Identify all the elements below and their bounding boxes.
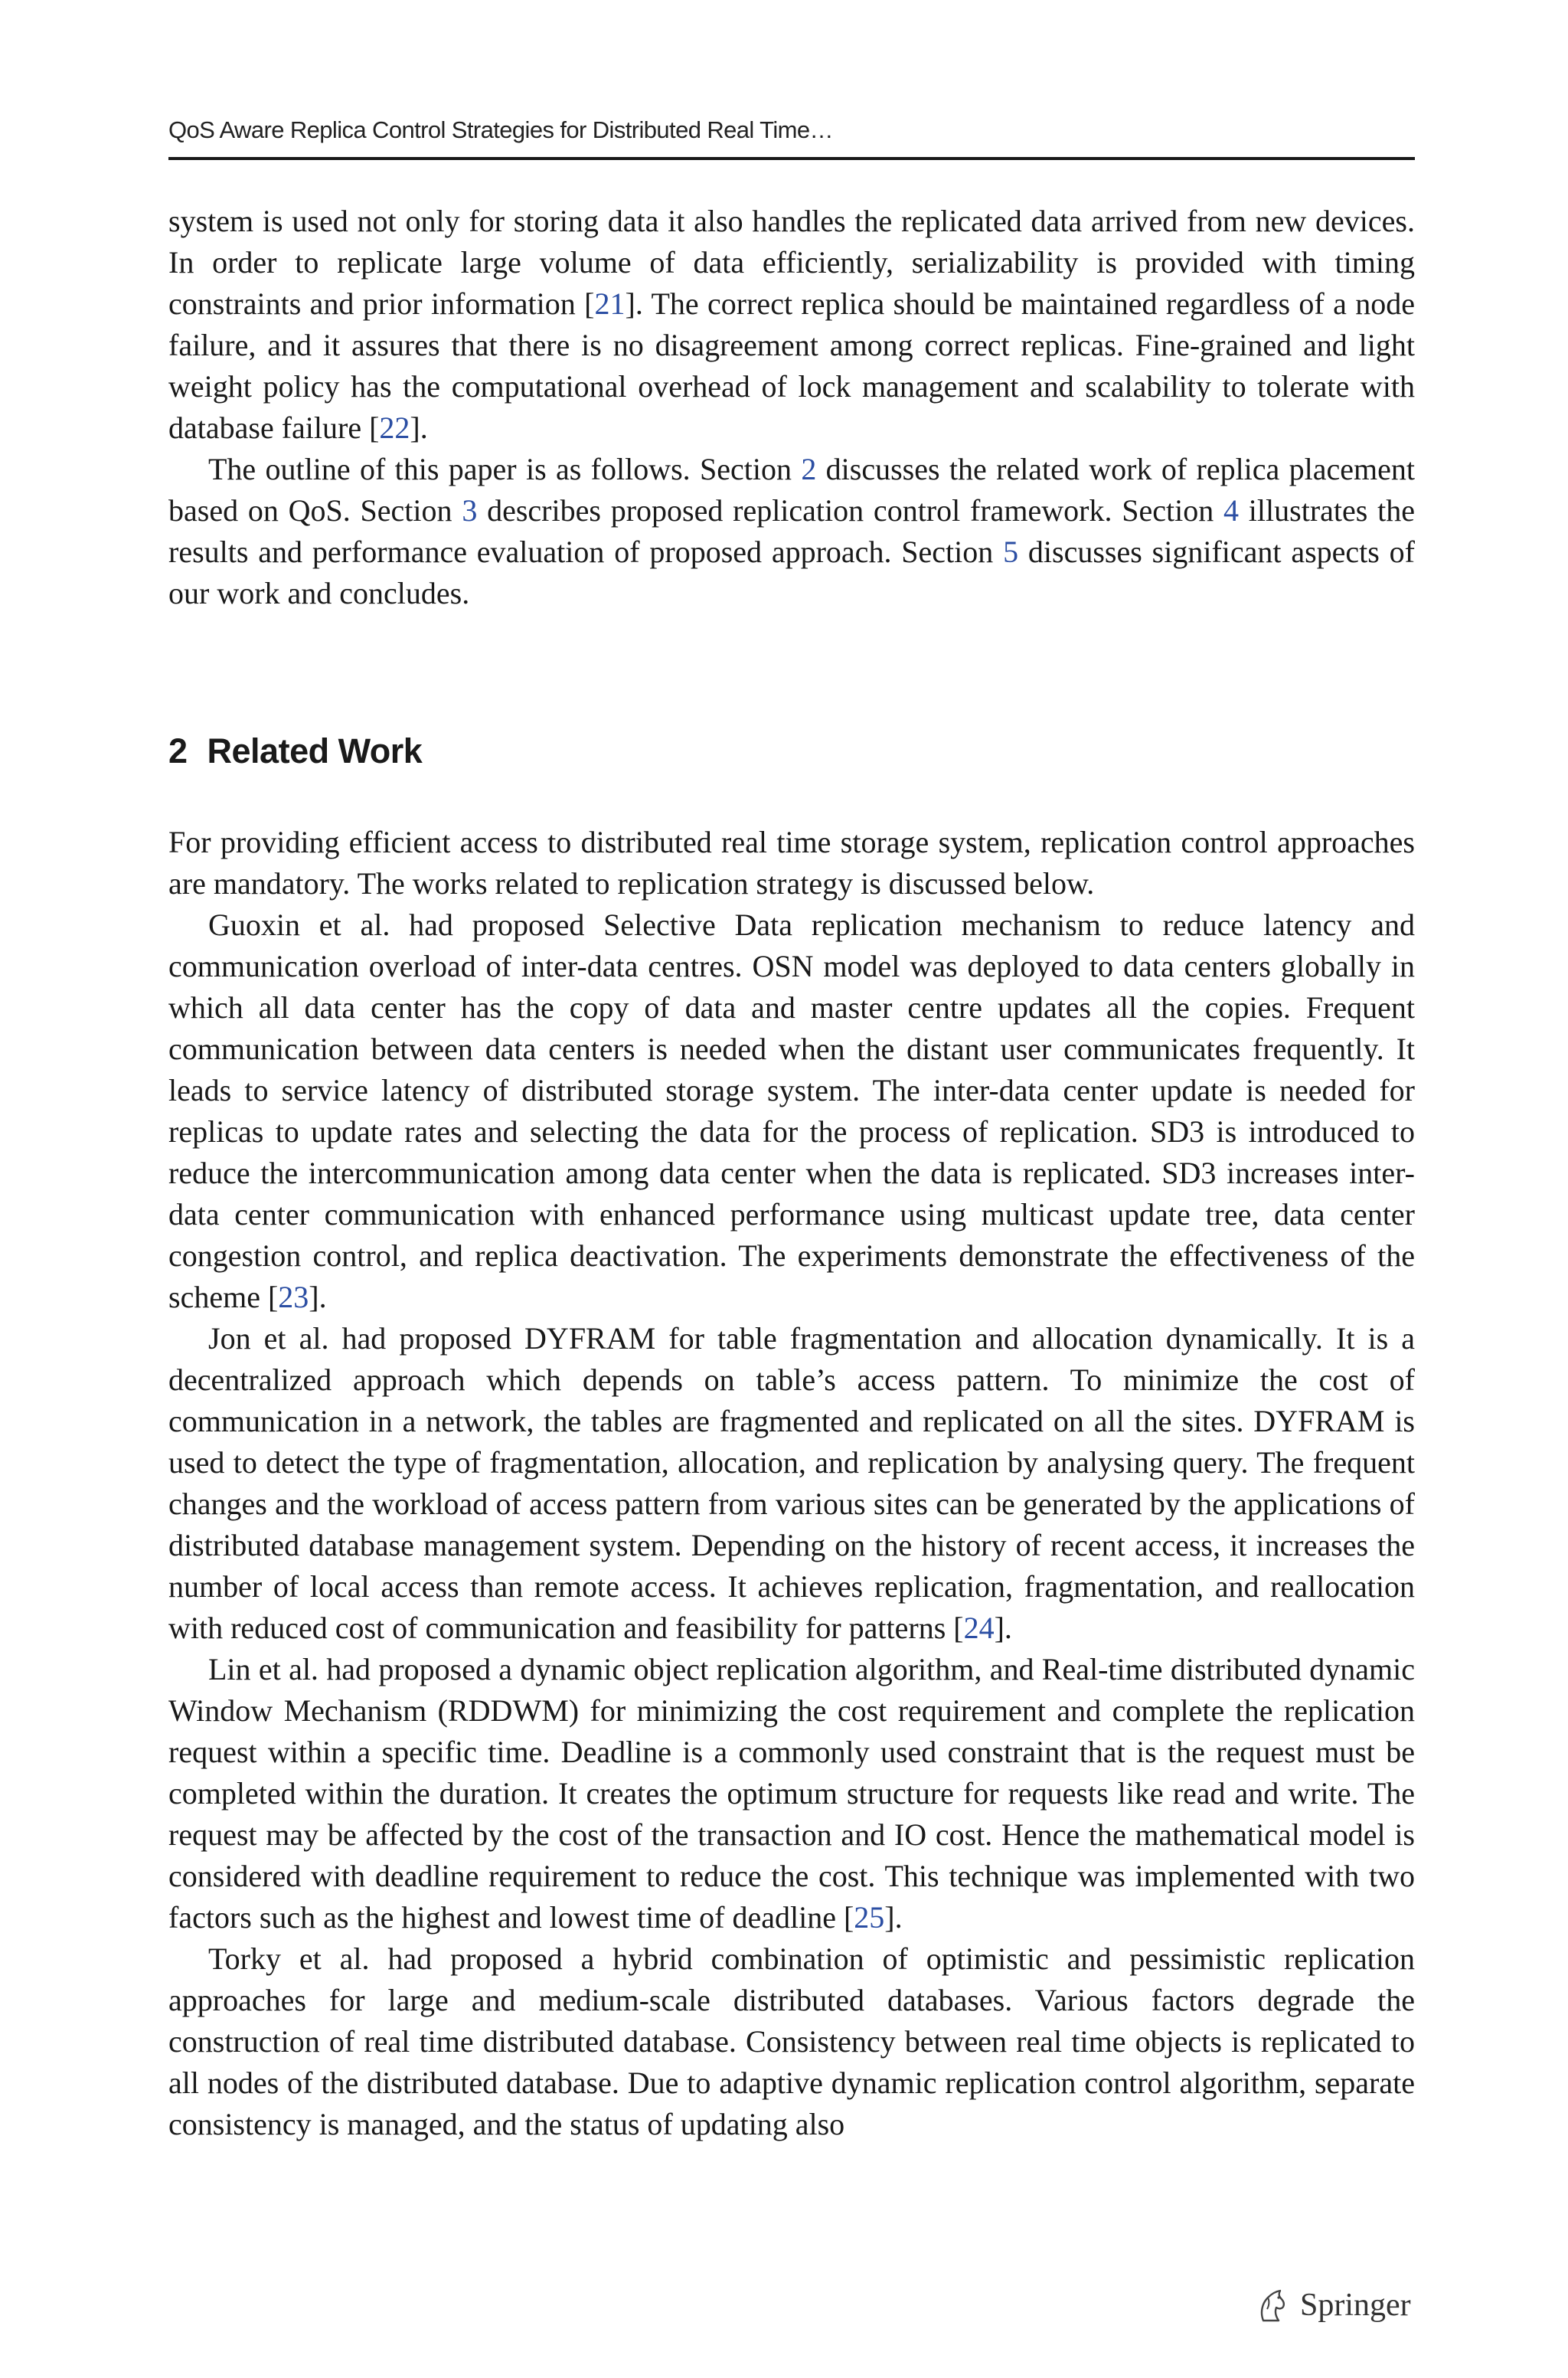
intro-paragraph-1: system is used not only for storing data it also handles the replicated data arrived from new devices. In order to replicate large volume of data efficiently, serializability is provided with timing constraints and prior information [21]. The correct replica should be maintained regardless of a node failure, and it assures that there is no disagreement among correct replicas. Fine-grained and light weight policy has the computational overhead of lock management and scalability to tolerate with database failure [22]. [168, 204, 1416, 445]
citation-link[interactable]: 21 [594, 286, 626, 321]
citation-link[interactable]: 22 [379, 411, 410, 445]
running-header: QoS Aware Replica Control Strategies for Distributed Real Time… [168, 116, 833, 143]
related-work-paragraph-3: Jon et al. had proposed DYFRAM for table fragmentation and allocation dynamically. It is a decentralized approach which depends on table’s access pattern. To minimize the cost of communication in a network, the tables are fragmented and replicated on all the sites. DYFRAM is used to detect the type of fragmentation, allocation, and replication by analysing query. The frequent changes and the workload of access pattern from various sites can be generated by the applications of distributed database management system. Depending on the history of recent access, it increases the number of local access than remote access. It achieves replication, fragmentation, and reallocation with reduced cost of communication and feasibility for patterns [24]. [168, 1321, 1415, 1645]
related-work-paragraph-1: For providing efficient access to distributed real time storage system, replication control approaches are mandatory. The works related to replication strategy is discussed below. [168, 825, 1415, 901]
section-number: 2 [168, 731, 188, 770]
section-link[interactable]: 3 [462, 493, 478, 528]
section-heading [168, 731, 422, 771]
springer-horse-icon [1253, 2285, 1292, 2325]
publisher-logo [1253, 2282, 1411, 2328]
citation-link[interactable]: 25 [854, 1900, 885, 1935]
related-work-paragraph-2: Guoxin et al. had proposed Selective Data replication mechanism to reduce latency and communication overload of inter-data centres. OSN model was deployed to data centers globally in which all data center has the copy of data and master centre updates all the copies. Frequent communication between data centers is needed when the distant user communicates frequently. It leads to service latency of distributed storage system. The inter-data center update is needed for replicas to update rates and selecting the data for the process of replication. SD3 is introduced to reduce the intercommunication among data center when the data is replicated. SD3 increases inter-data center communication with enhanced performance using multicast update tree, data center congestion control, and replica deactivation. The experiments demonstrate the effectiveness of the scheme [23]. [168, 908, 1415, 1314]
related-work-paragraph-4: Lin et al. had proposed a dynamic object replication algorithm, and Real-time distributed dynamic Window Mechanism (RDDWM) for minimizing the cost requirement and complete the replication request within a specific time. Deadline is a commonly used constraint that is the request must be completed within the duration. It creates the optimum structure for requests like read and write. The request may be affected by the cost of the transaction and IO cost. Hence the mathematical model is considered with deadline requirement to reduce the cost. This technique was implemented with two factors such as the highest and lowest time of deadline [25]. [168, 1652, 1415, 1935]
header-rule [168, 157, 1415, 160]
section-link[interactable]: 5 [1003, 535, 1019, 569]
related-work-paragraph-5: Torky et al. had proposed a hybrid combination of optimistic and pessimistic replication approaches for large and medium-scale distributed databases. Various factors degrade the construction of real time distributed database. Consistency between real time objects is replicated to all nodes of the distributed database. Due to adaptive dynamic replication control algorithm, separate consistency is managed, and the status of updating also [168, 1941, 1415, 2141]
intro-text [168, 201, 1415, 614]
related-work-text [168, 822, 1415, 2145]
section-title: Related Work [207, 731, 423, 770]
section-link[interactable]: 2 [801, 452, 817, 486]
section-link[interactable]: 4 [1223, 493, 1240, 528]
publisher-name: Springer [1300, 2288, 1411, 2323]
citation-link[interactable]: 24 [963, 1611, 995, 1645]
intro-paragraph-2: The outline of this paper is as follows. Section 2 discusses the related work of replica placement based on QoS. Section 3 describes proposed replication control framework. Section 4 illustrates the results and performance evaluation of proposed approach. Section 5 discusses significant aspects of our work and concludes. [168, 452, 1416, 610]
citation-link[interactable]: 23 [278, 1280, 309, 1314]
